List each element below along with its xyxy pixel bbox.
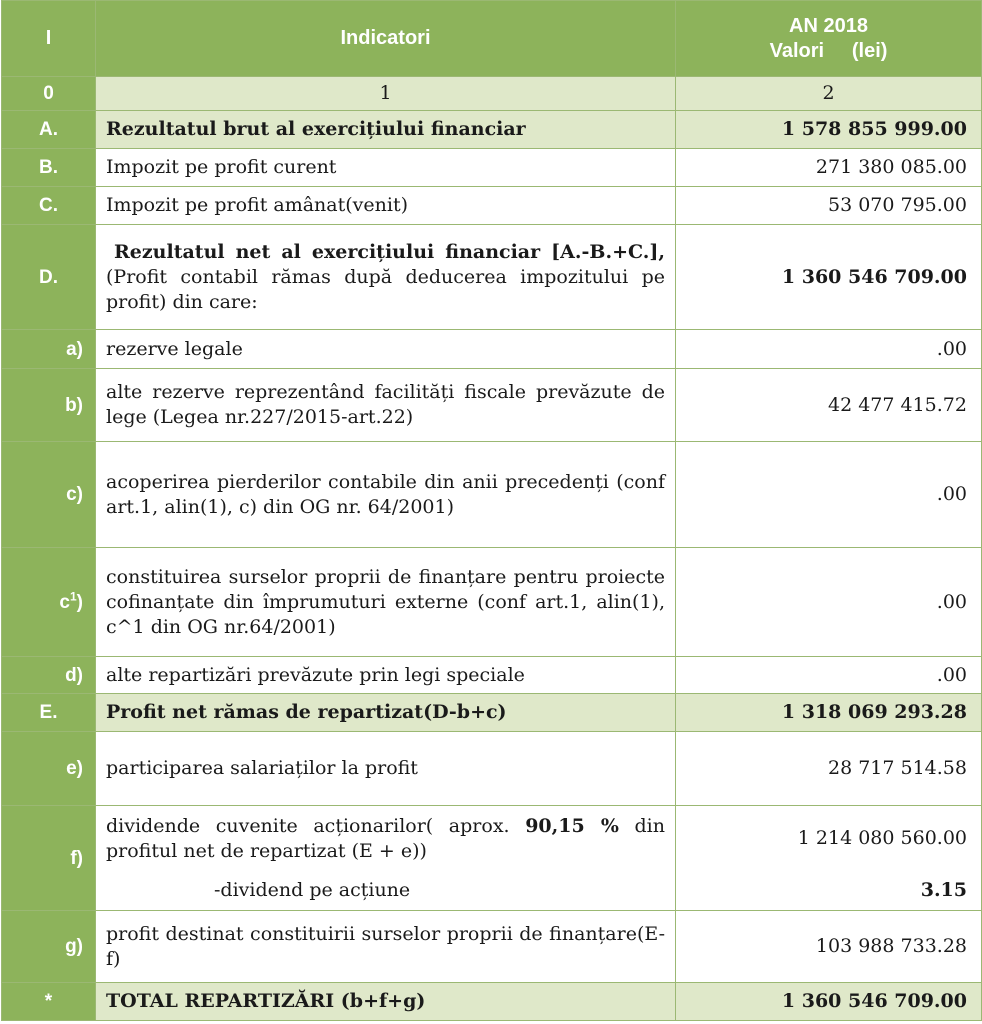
row-value: 103 988 733.28 — [676, 911, 982, 983]
row-value: 28 717 514.58 — [676, 732, 982, 806]
row-label: Profit net rămas de repartizat(D-b+c) — [96, 694, 676, 732]
num-col1: 1 — [96, 77, 676, 111]
row-value — [676, 806, 982, 911]
row-code: b) — [2, 369, 96, 442]
dividend-total-value: 1 214 080 560.00 — [797, 827, 967, 849]
row-code — [2, 548, 96, 657]
row-code: e) — [2, 732, 96, 806]
table-row — [2, 149, 982, 187]
table-row — [2, 330, 982, 369]
row-label — [96, 806, 676, 911]
table-row — [2, 732, 982, 806]
header-col-values — [676, 1, 982, 77]
row-value: 42 477 415.72 — [676, 369, 982, 442]
row-code: a) — [2, 330, 96, 369]
table-row — [2, 806, 982, 911]
row-code: A. — [2, 111, 96, 149]
num-col0: 0 — [2, 77, 96, 111]
row-label: alte repartizări prevăzute prin legi speciale — [96, 657, 676, 694]
row-code: g) — [2, 911, 96, 983]
table-row — [2, 657, 982, 694]
row-value: .00 — [676, 657, 982, 694]
num-col2: 2 — [676, 77, 982, 111]
table-header-row — [2, 1, 982, 77]
row-label-bold: Rezultatul net al exercițiului financiar [A.-B.+C.], — [114, 240, 665, 263]
profit-distribution-table — [1, 0, 982, 1021]
row-label — [96, 225, 676, 330]
row-label: Impozit pe profit curent — [96, 149, 676, 187]
dividend-per-share-label: -dividend pe acțiune — [214, 879, 411, 901]
dividend-percent: 90,15 % — [525, 815, 619, 837]
row-value: 1 578 855 999.00 — [676, 111, 982, 149]
dividend-per-share-value: 3.15 — [920, 879, 967, 901]
table-row — [2, 694, 982, 732]
dividend-label-pre: dividende cuvenite acționarilor( aprox. — [106, 815, 526, 837]
table-row — [2, 548, 982, 657]
header-year: AN 2018 — [789, 14, 868, 37]
dividend-label — [106, 814, 665, 864]
column-numbering-row — [2, 77, 982, 111]
row-value: 1 318 069 293.28 — [676, 694, 982, 732]
table-row — [2, 187, 982, 225]
header-col-index: I — [2, 1, 96, 77]
row-code: B. — [2, 149, 96, 187]
row-value: 271 380 085.00 — [676, 149, 982, 187]
row-value: .00 — [676, 442, 982, 548]
table-row — [2, 442, 982, 548]
table-row — [2, 225, 982, 330]
row-value: .00 — [676, 548, 982, 657]
header-col-indicators: Indicatori — [96, 1, 676, 77]
row-code-sup: 1 — [69, 589, 77, 604]
row-code: D. — [2, 225, 96, 330]
row-label: alte rezerve reprezentând facilități fiscale prevăzute de lege (Legea nr.227/2015-art.22) — [96, 369, 676, 442]
row-code: E. — [2, 694, 96, 732]
row-value: 1 360 546 709.00 — [676, 225, 982, 330]
row-value: 1 360 546 709.00 — [676, 983, 982, 1021]
row-code: d) — [2, 657, 96, 694]
table-row — [2, 369, 982, 442]
row-code: * — [2, 983, 96, 1021]
row-label: Rezultatul brut al exercițiului financiar — [96, 111, 676, 149]
dividend-label-post: din profitul net de repartizat (E + e)) — [106, 815, 665, 862]
row-label: profit destinat constituirii surselor proprii de finanțare(E-f) — [96, 911, 676, 983]
row-value: 53 070 795.00 — [676, 187, 982, 225]
row-label: participarea salariaților la profit — [96, 732, 676, 806]
row-code: f) — [2, 806, 96, 911]
row-code: c) — [2, 442, 96, 548]
row-label: rezerve legale — [96, 330, 676, 369]
table-row — [2, 911, 982, 983]
header-unit: Valori (lei) — [769, 39, 888, 62]
row-label: constituirea surselor proprii de finanțare pentru proiecte cofinanțate din împrumuturi externe (conf art.1, alin(1), c^1 din OG nr.64/2001) — [96, 548, 676, 657]
row-code-end: ) — [76, 591, 83, 613]
row-label: acoperirea pierderilor contabile din anii precedenți (conf art.1, alin(1), c) din OG nr. 64/2001) — [96, 442, 676, 548]
row-label: TOTAL REPARTIZĂRI (b+f+g) — [96, 983, 676, 1021]
row-code: C. — [2, 187, 96, 225]
table-row — [2, 111, 982, 149]
row-label: Impozit pe profit amânat(venit) — [96, 187, 676, 225]
row-code-main: c — [59, 591, 70, 613]
row-label-rest: (Profit contabil rămas după deducerea impozitului pe profit) din care: — [106, 265, 665, 313]
row-value: .00 — [676, 330, 982, 369]
total-row — [2, 983, 982, 1021]
